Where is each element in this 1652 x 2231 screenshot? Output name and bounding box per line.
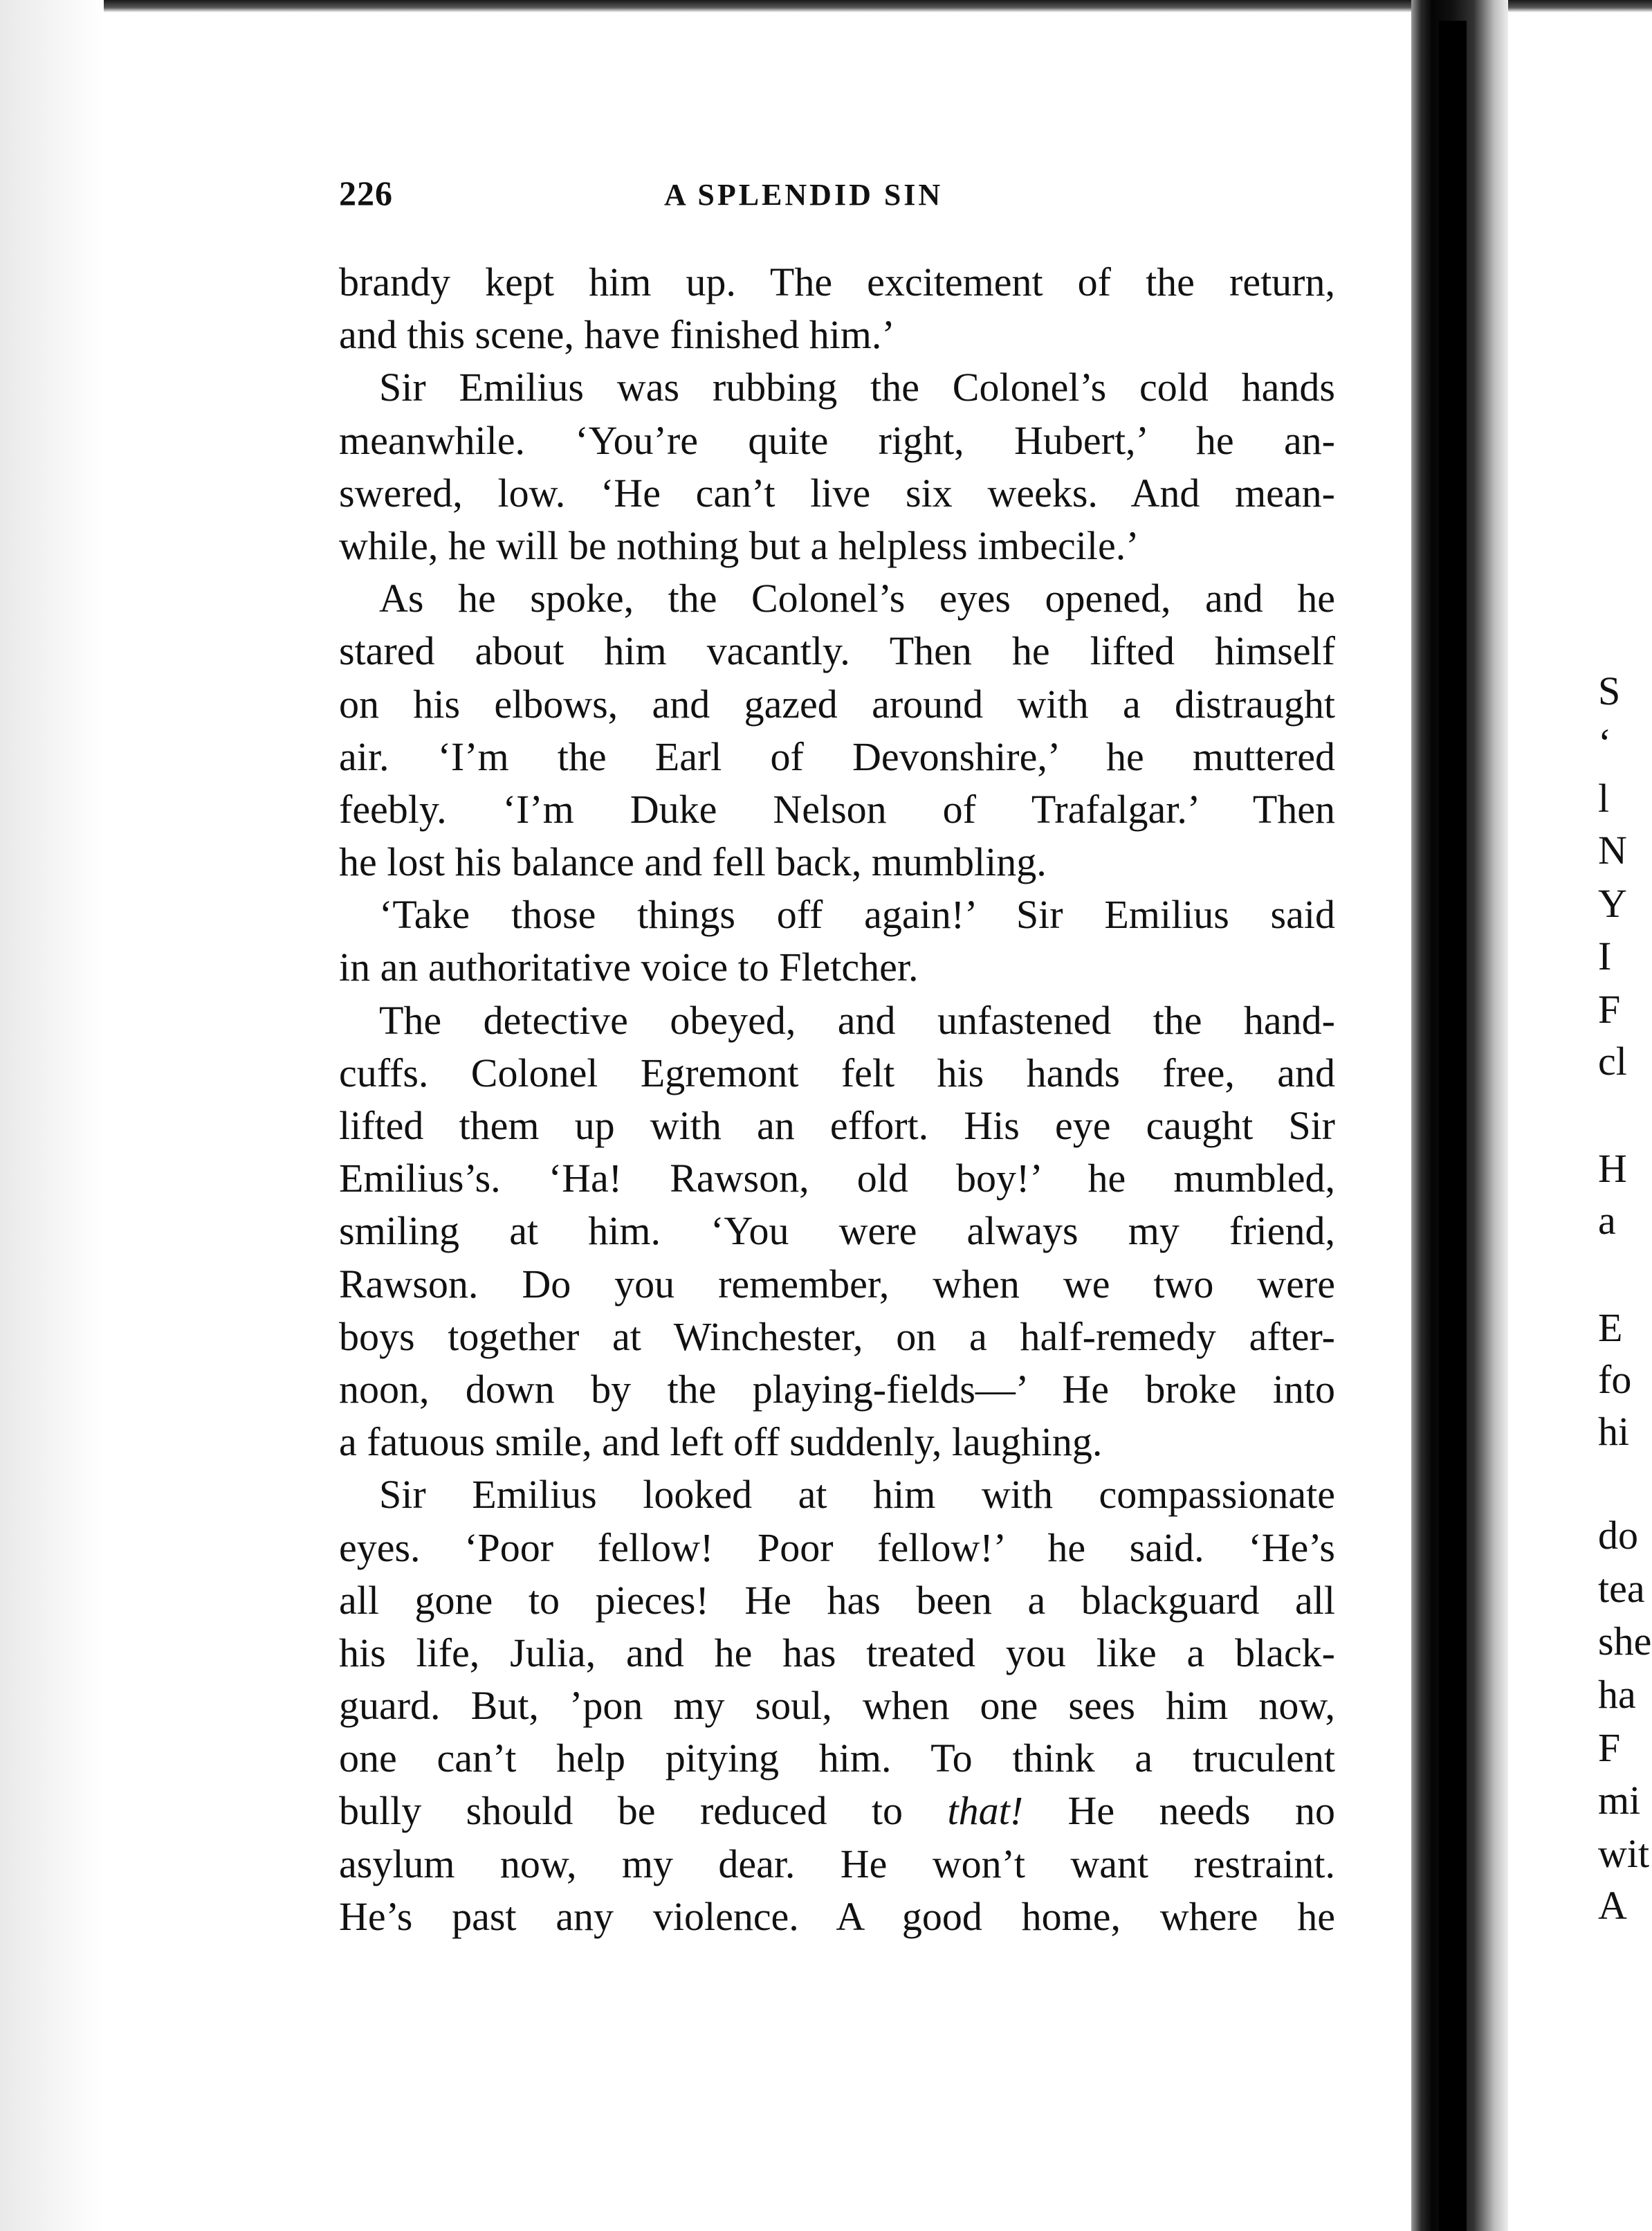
- book-spine-shadow: [1439, 21, 1467, 2231]
- body-text: [339, 256, 1335, 1943]
- facing-fragment: F: [1598, 987, 1621, 1032]
- facing-fragment: Y: [1598, 881, 1627, 926]
- text-line: Rawson. Do you remember, when we two were: [339, 1261, 1335, 1306]
- facing-fragment: mi: [1598, 1778, 1641, 1823]
- facing-fragment: wit: [1598, 1831, 1650, 1876]
- facing-fragment: H: [1598, 1146, 1627, 1191]
- facing-fragment: ‘: [1598, 720, 1612, 765]
- text-run: bully should be reduced to: [339, 1788, 948, 1834]
- text-line: noon, down by the playing-fields—’ He broke into: [339, 1366, 1335, 1412]
- text-line: his life, Julia, and he has treated you like a black-: [339, 1630, 1335, 1675]
- text-line: on his elbows, and gazed around with a distraught: [339, 681, 1335, 727]
- text-line: Emilius’s. ‘Ha! Rawson, old boy!’ he mumbled,: [339, 1156, 1335, 1201]
- facing-fragment: she: [1598, 1619, 1652, 1664]
- facing-fragment: l: [1598, 776, 1610, 821]
- facing-fragment: do: [1598, 1513, 1638, 1558]
- text-line: air. ‘I’m the Earl of Devonshire,’ he muttered: [339, 734, 1335, 779]
- text-line: swered, low. ‘He can’t live six weeks. And mean-: [339, 470, 1335, 516]
- facing-fragment: A: [1598, 1883, 1627, 1928]
- facing-fragment: E: [1598, 1305, 1623, 1350]
- emphasis-text: that!: [947, 1788, 1024, 1834]
- text-line: smiling at him. ‘You were always my friend,: [339, 1208, 1335, 1254]
- running-head: [339, 173, 1335, 228]
- text-line: asylum now, my dear. He won’t want restraint.: [339, 1841, 1335, 1886]
- text-line: The detective obeyed, and unfastened the hand-: [379, 997, 1335, 1043]
- text-line: in an authoritative voice to Fletcher.: [339, 945, 919, 990]
- facing-fragment: ha: [1598, 1672, 1636, 1717]
- facing-fragment: cl: [1598, 1039, 1627, 1084]
- text-line: guard. But, ’pon my soul, when one sees him now,: [339, 1683, 1335, 1729]
- facing-page-edge: [1591, 0, 1652, 2231]
- text-line: a fatuous smile, and left off suddenly, laughing.: [339, 1419, 1103, 1465]
- text-line: meanwhile. ‘You’re quite right, Hubert,’ he an-: [339, 417, 1335, 463]
- text-line: Sir Emilius was rubbing the Colonel’s cold hands: [379, 365, 1335, 410]
- text-line: one can’t help pitying him. To think a truculent: [339, 1736, 1335, 1781]
- facing-fragment: S: [1598, 668, 1621, 713]
- text-line: eyes. ‘Poor fellow! Poor fellow!’ he said. ‘He’s: [339, 1524, 1335, 1570]
- text-line: cuffs. Colonel Egremont felt his hands free, and: [339, 1050, 1335, 1095]
- facing-fragment: I: [1598, 934, 1612, 978]
- text-line: boys together at Winchester, on a half-remedy after-: [339, 1313, 1335, 1359]
- text-line: feebly. ‘I’m Duke Nelson of Trafalgar.’ Then: [339, 786, 1335, 832]
- text-line: As he spoke, the Colonel’s eyes opened, and he: [379, 576, 1335, 621]
- facing-fragment: tea: [1598, 1566, 1645, 1611]
- facing-fragment: fo: [1598, 1357, 1632, 1402]
- facing-fragment: F: [1598, 1725, 1621, 1770]
- text-line: he lost his balance and fell back, mumbling.: [339, 839, 1047, 885]
- text-line: He’s past any violence. A good home, where he: [339, 1893, 1335, 1939]
- text-line: Sir Emilius looked at him with compassionate: [379, 1472, 1335, 1518]
- facing-fragment: N: [1598, 828, 1627, 873]
- text-line: brandy kept him up. The excitement of the return,: [339, 259, 1335, 304]
- text-line: while, he will be nothing but a helpless imbecile.’: [339, 522, 1139, 568]
- text-line: stared about him vacantly. Then he lifted himself: [339, 628, 1335, 674]
- page-number: 226: [339, 174, 393, 212]
- text-line: and this scene, have finished him.’: [339, 312, 895, 358]
- scan-top-edge: [0, 0, 1652, 12]
- page-left-margin: [0, 0, 104, 2231]
- text-line: all gone to pieces! He has been a blackguard all: [339, 1577, 1335, 1623]
- facing-fragment: a: [1598, 1198, 1616, 1243]
- text-line: [339, 1785, 1335, 1837]
- facing-fragment: hi: [1598, 1409, 1630, 1454]
- text-line: ‘Take those things off again!’ Sir Emilius said: [379, 892, 1335, 938]
- running-title: A SPLENDID SIN: [664, 178, 944, 212]
- text-line: lifted them up with an effort. His eye caught Sir: [339, 1103, 1335, 1148]
- text-run: He needs no: [1023, 1788, 1335, 1834]
